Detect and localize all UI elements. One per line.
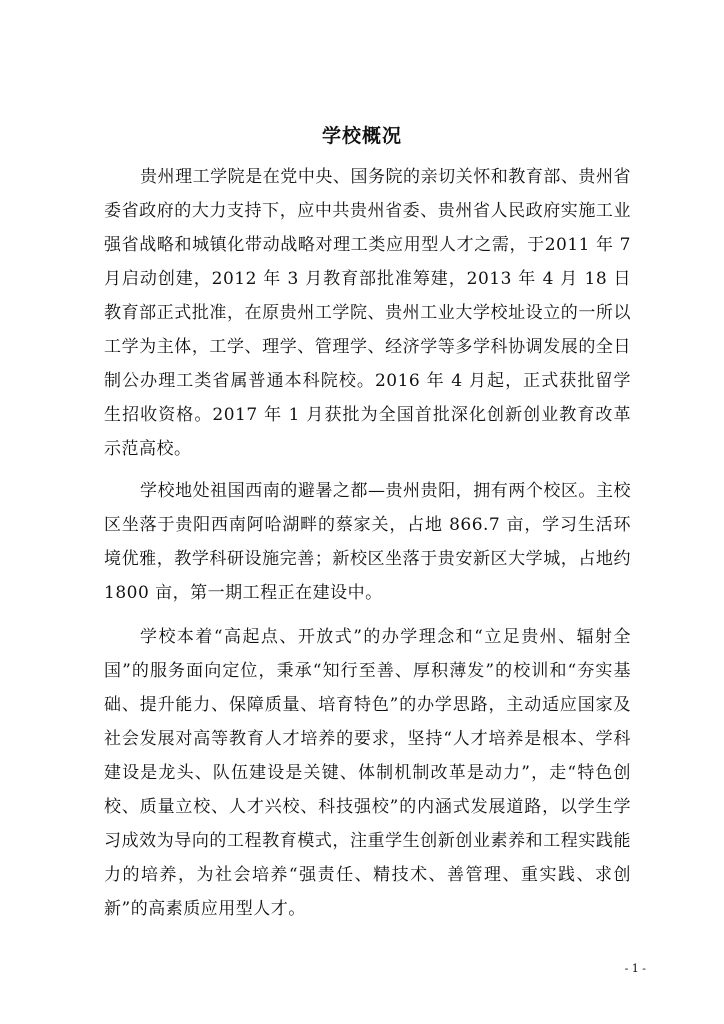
document-body bbox=[104, 160, 631, 932]
page-title: 学校概况 bbox=[321, 125, 402, 147]
page-number: - 1 - bbox=[624, 962, 646, 975]
paragraph-campus: 学校地处祖国西南的避暑之都—贵州贵阳，拥有两个校区。主校区坐落于贵阳西南阿哈湖畔的蔡家关，占地 866.7 亩，学习生活环境优雅，教学科研设施完善；新校区坐落于贵安新区大学城，占地约 1800 亩，第一期工程正在建设中。 bbox=[104, 481, 631, 603]
paragraph-founding: 贵州理工学院是在党中央、国务院的亲切关怀和教育部、贵州省委省政府的大力支持下，应中共贵州省委、贵州省人民政府实施工业强省战略和城镇化带动战略对理工类应用型人才之需，于2011 年 7 月启动创建，2012 年 3 月教育部批准筹建，2013 年 4 月 18 日教育部正式批准，在原贵州工学院、贵州工业大学校址设立的一所以工学为主体，工学、理学、管理学、经济学等多学科协调发展的全日制公办理工类省属普通本科院校。2016 年 4 月起，正式获批留学生招收资格。2017 年 1 月获批为全国首批深化创新创业教育改革示范高校。 bbox=[104, 167, 631, 459]
paragraph-philosophy: 学校本着“高起点、开放式”的办学理念和“立足贵州、辐射全国”的服务面向定位，秉承“知行至善、厚积薄发”的校训和“夯实基础、提升能力、保障质量、培育特色”的办学思路，主动适应国家及社会发展对高等教育人才培养的要求，坚持“人才培养是根本、学科建设是龙头、队伍建设是关键、体制机制改革是动力”，走“特色创校、质量立校、人才兴校、科技强校”的内涵式发展道路，以学生学习成效为导向的工程教育模式，注重学生创新创业素养和工程实践能力的培养，为社会培养“强责任、精技术、善管理、重实践、求创新”的高素质应用型人才。 bbox=[104, 627, 631, 919]
